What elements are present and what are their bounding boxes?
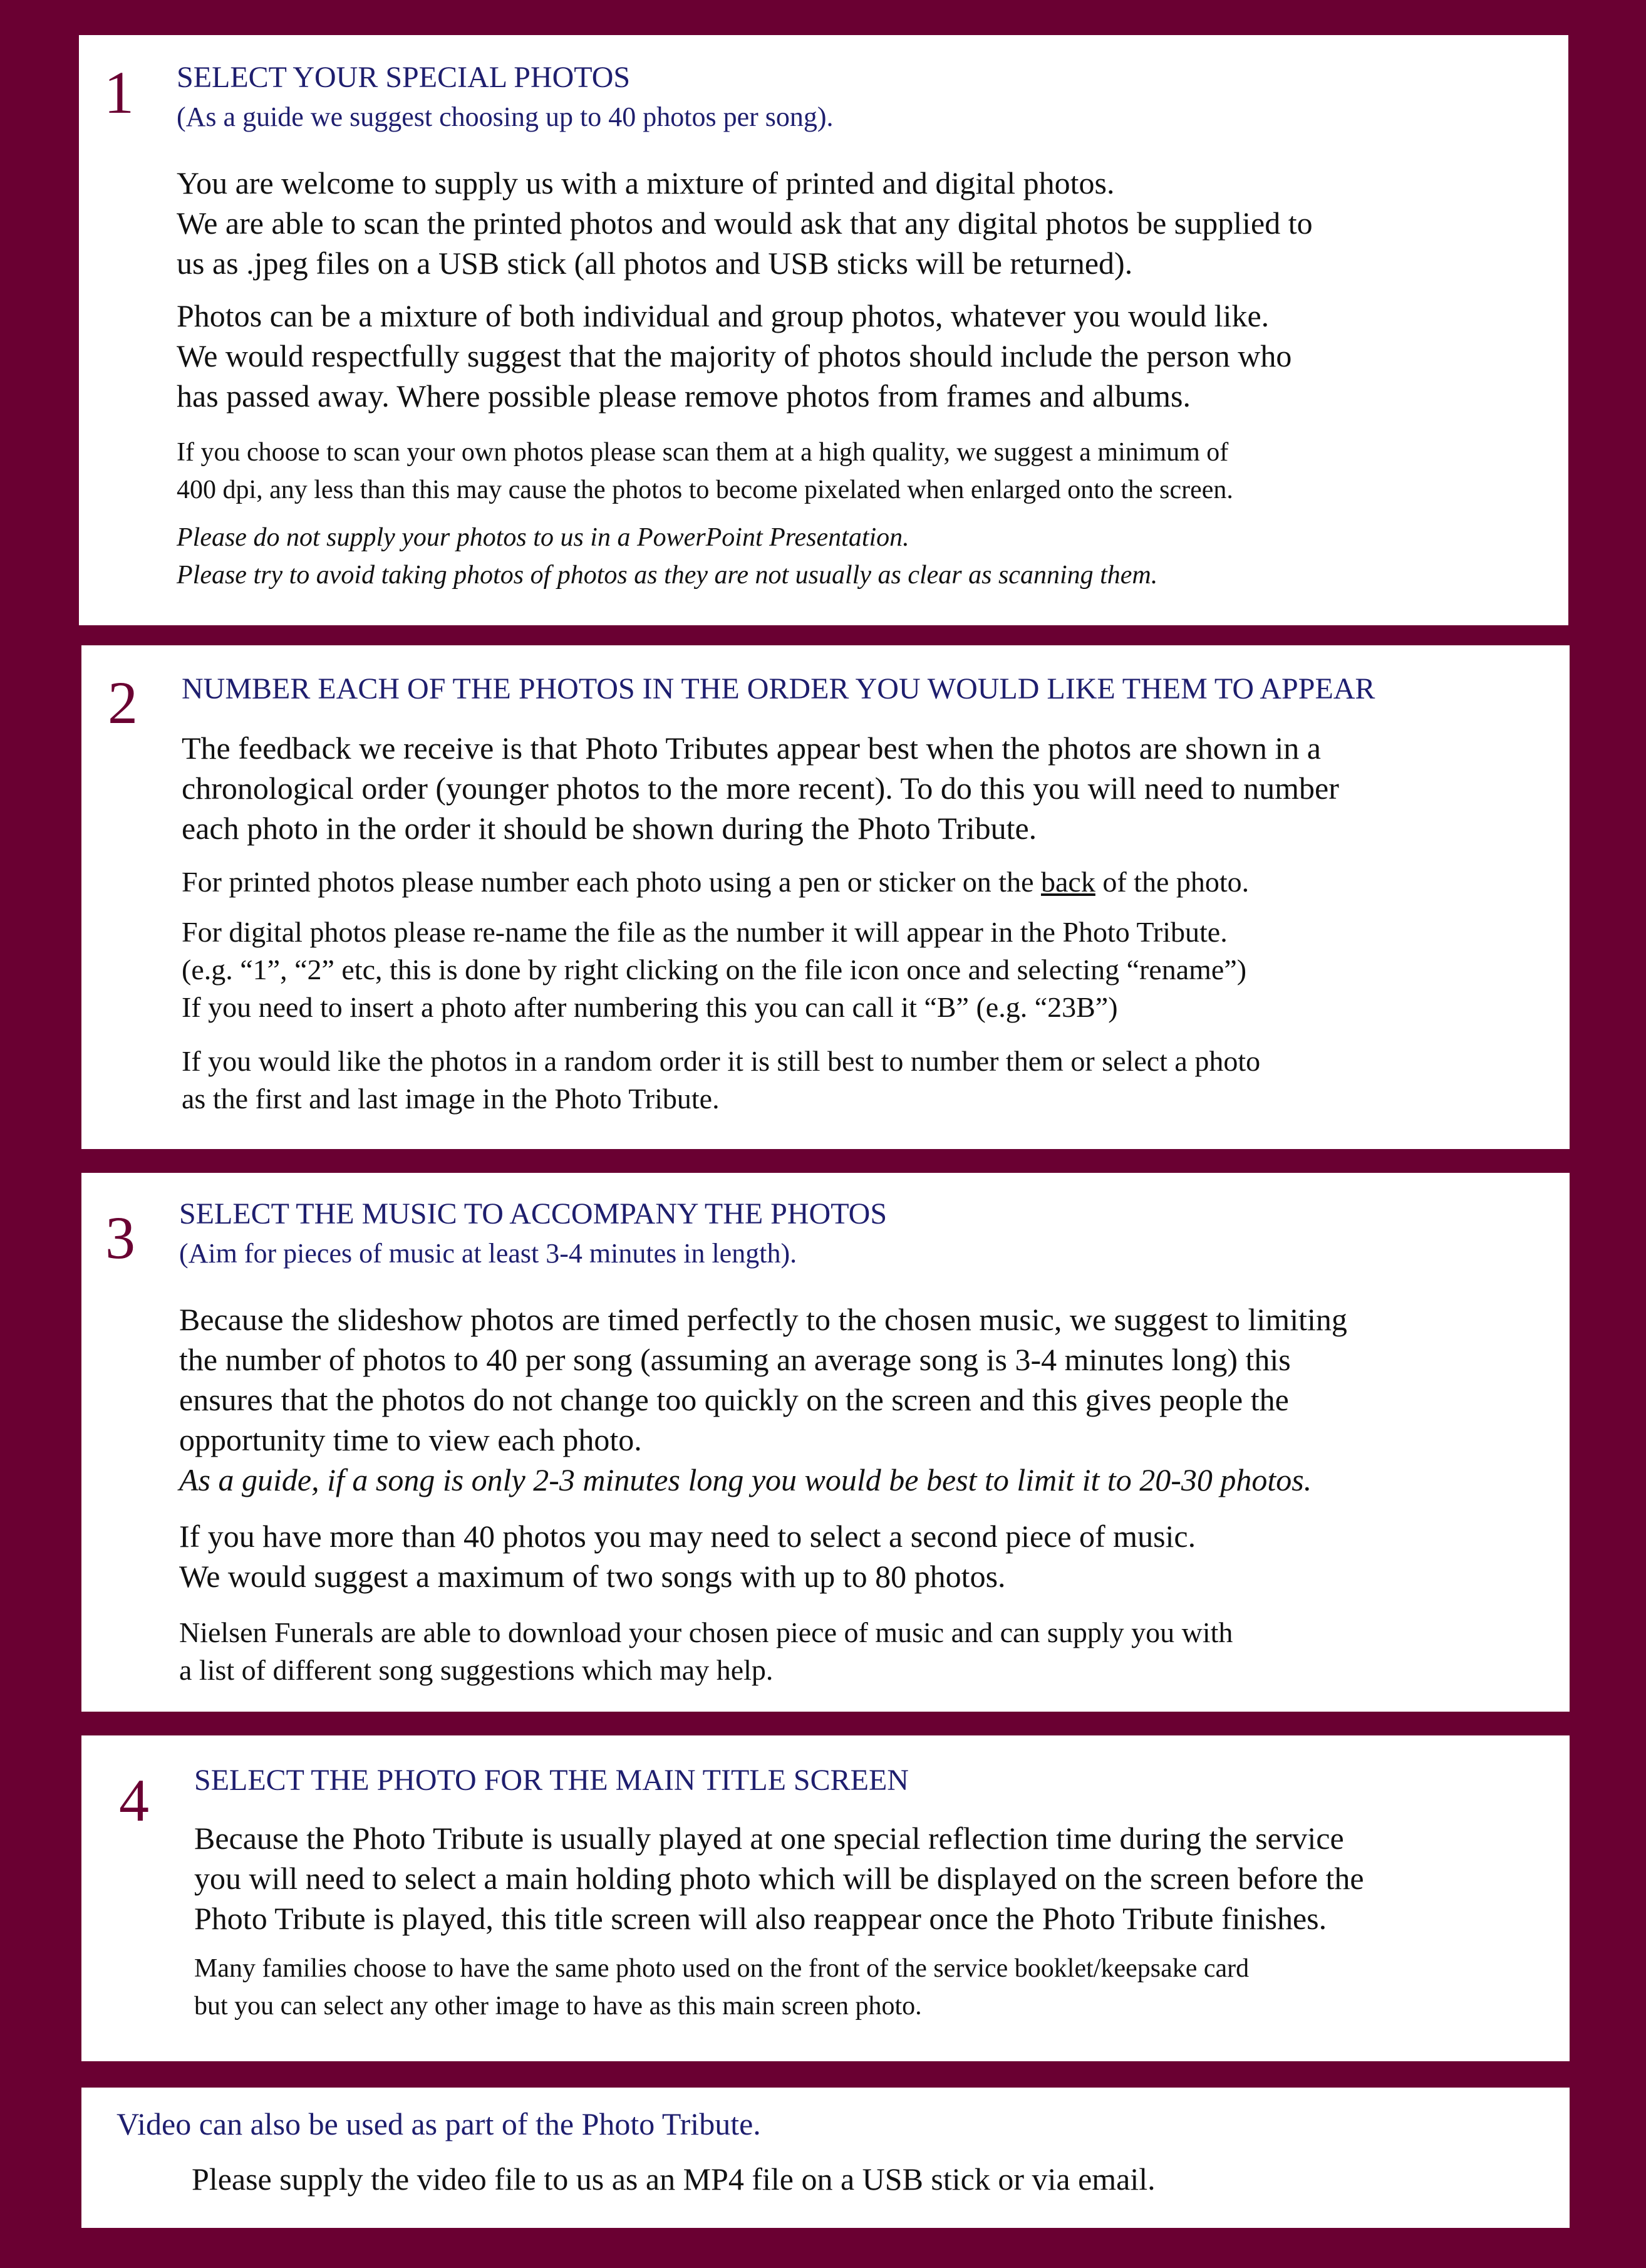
- section-3-paragraph-2: [179, 1516, 1347, 1596]
- text-line: ensures that the photos do not change too quickly on the screen and this gives people the: [179, 1382, 1289, 1417]
- section-1-heading: SELECT YOUR SPECIAL PHOTOS: [177, 61, 631, 94]
- text-line: Nielsen Funerals are able to download your chosen piece of music and can supply you with: [179, 1616, 1233, 1648]
- text-line: the number of photos to 40 per song (assuming an average song is 3-4 minutes long) this: [179, 1342, 1291, 1377]
- section-1-subheading: (As a guide we suggest choosing up to 40 photos per song).: [177, 101, 834, 132]
- section-1-paragraph-4: [177, 519, 1313, 594]
- section-1: [79, 35, 1568, 625]
- text-line: If you need to insert a photo after numbering this you can call it “B” (e.g. “23B”): [182, 991, 1118, 1023]
- section-4-content: [194, 1761, 1364, 2025]
- text-line: If you choose to scan your own photos please scan them at a high quality, we suggest a minimum of: [177, 438, 1229, 467]
- text-line: Because the Photo Tribute is usually played at one special reflection time during the service: [194, 1821, 1344, 1856]
- section-2: [81, 645, 1570, 1149]
- text-line: each photo in the order it should be shown during the Photo Tribute.: [182, 811, 1037, 846]
- section-4-paragraph-2: [194, 1950, 1364, 2025]
- section-4-heading: SELECT THE PHOTO FOR THE MAIN TITLE SCREEN: [194, 1764, 909, 1797]
- section-2-content: [182, 669, 1375, 1118]
- section-3-heading: SELECT THE MUSIC TO ACCOMPANY THE PHOTOS: [179, 1197, 888, 1230]
- text-line: opportunity time to view each photo.: [179, 1422, 642, 1457]
- section-1-content: [177, 58, 1313, 594]
- underlined-word: back: [1041, 866, 1095, 898]
- text-line: you will need to select a main holding photo which will be displayed on the screen before the: [194, 1861, 1364, 1896]
- section-3: [81, 1173, 1570, 1712]
- text-line: Photo Tribute is played, this title screen will also reappear once the Photo Tribute finishes.: [194, 1901, 1327, 1936]
- section-1-number: 1: [104, 59, 134, 126]
- text-line: We would suggest a maximum of two songs with up to 80 photos.: [179, 1559, 1006, 1594]
- text-line: chronological order (younger photos to the more recent). To do this you will need to number: [182, 771, 1339, 806]
- text-line: 400 dpi, any less than this may cause the photos to become pixelated when enlarged onto the screen.: [177, 476, 1233, 504]
- video-note-text: Please supply the video file to us as an MP4 file on a USB stick or via email.: [192, 2161, 1156, 2197]
- text-line: If you have more than 40 photos you may need to select a second piece of music.: [179, 1519, 1196, 1554]
- text-line: Photos can be a mixture of both individual and group photos, whatever you would like.: [177, 298, 1270, 333]
- section-3-subheading: (Aim for pieces of music at least 3-4 minutes in length).: [179, 1238, 797, 1269]
- section-3-paragraph-1: [179, 1299, 1347, 1500]
- section-1-paragraph-1: [177, 163, 1313, 283]
- text-line: We would respectfully suggest that the majority of photos should include the person who: [177, 338, 1292, 373]
- text-line: For printed photos please number each photo using a pen or sticker on the back of the photo.: [182, 866, 1250, 898]
- section-2-heading: NUMBER EACH OF THE PHOTOS IN THE ORDER YOU WOULD LIKE THEM TO APPEAR: [182, 672, 1375, 705]
- section-2-paragraph-4: [182, 1043, 1375, 1118]
- text-line: but you can select any other image to have as this main screen photo.: [194, 1992, 922, 2021]
- section-2-number: 2: [108, 669, 138, 736]
- text-line: us as .jpeg files on a USB stick (all photos and USB sticks will be returned).: [177, 246, 1133, 281]
- text-line: We are able to scan the printed photos and would ask that any digital photos be supplied to: [177, 205, 1313, 241]
- section-4: [81, 1735, 1570, 2061]
- text-line: Many families choose to have the same photo used on the front of the service booklet/keepsake card: [194, 1954, 1250, 1983]
- section-2-paragraph-2: [182, 863, 1375, 901]
- video-note-content: [116, 2104, 1156, 2199]
- section-2-paragraph-1: [182, 728, 1375, 848]
- text-line: As a guide, if a song is only 2-3 minutes long you would be best to limit it to 20-30 photos.: [179, 1462, 1312, 1497]
- text-line: Please do not supply your photos to us in a PowerPoint Presentation.: [177, 523, 909, 552]
- text-line: You are welcome to supply us with a mixture of printed and digital photos.: [177, 165, 1115, 200]
- text-line: (e.g. “1”, “2” etc, this is done by right clicking on the file icon once and selecting “rename”): [182, 954, 1247, 986]
- text-line: a list of different song suggestions which may help.: [179, 1654, 774, 1686]
- text-line: For digital photos please re-name the file as the number it will appear in the Photo Tribute.: [182, 916, 1228, 948]
- section-3-number: 3: [105, 1204, 135, 1271]
- section-3-paragraph-3: [179, 1614, 1347, 1689]
- text-line: The feedback we receive is that Photo Tributes appear best when the photos are shown in a: [182, 731, 1321, 766]
- section-2-paragraph-3: [182, 913, 1375, 1026]
- text-line: as the first and last image in the Photo Tribute.: [182, 1083, 720, 1115]
- section-1-paragraph-3: [177, 434, 1313, 509]
- video-note-heading: Video can also be used as part of the Photo Tribute.: [116, 2106, 761, 2141]
- text-line: Please try to avoid taking photos of photos as they are not usually as clear as scanning them.: [177, 561, 1158, 590]
- section-4-paragraph-1: [194, 1818, 1364, 1938]
- section-4-number: 4: [119, 1767, 149, 1834]
- text-line: Because the slideshow photos are timed perfectly to the chosen music, we suggest to limiting: [179, 1302, 1347, 1337]
- section-3-content: [179, 1194, 1347, 1689]
- section-1-paragraph-2: [177, 296, 1313, 416]
- video-note: [81, 2088, 1570, 2228]
- text-line: If you would like the photos in a random order it is still best to number them or select a photo: [182, 1045, 1261, 1077]
- text-line: has passed away. Where possible please remove photos from frames and albums.: [177, 378, 1191, 414]
